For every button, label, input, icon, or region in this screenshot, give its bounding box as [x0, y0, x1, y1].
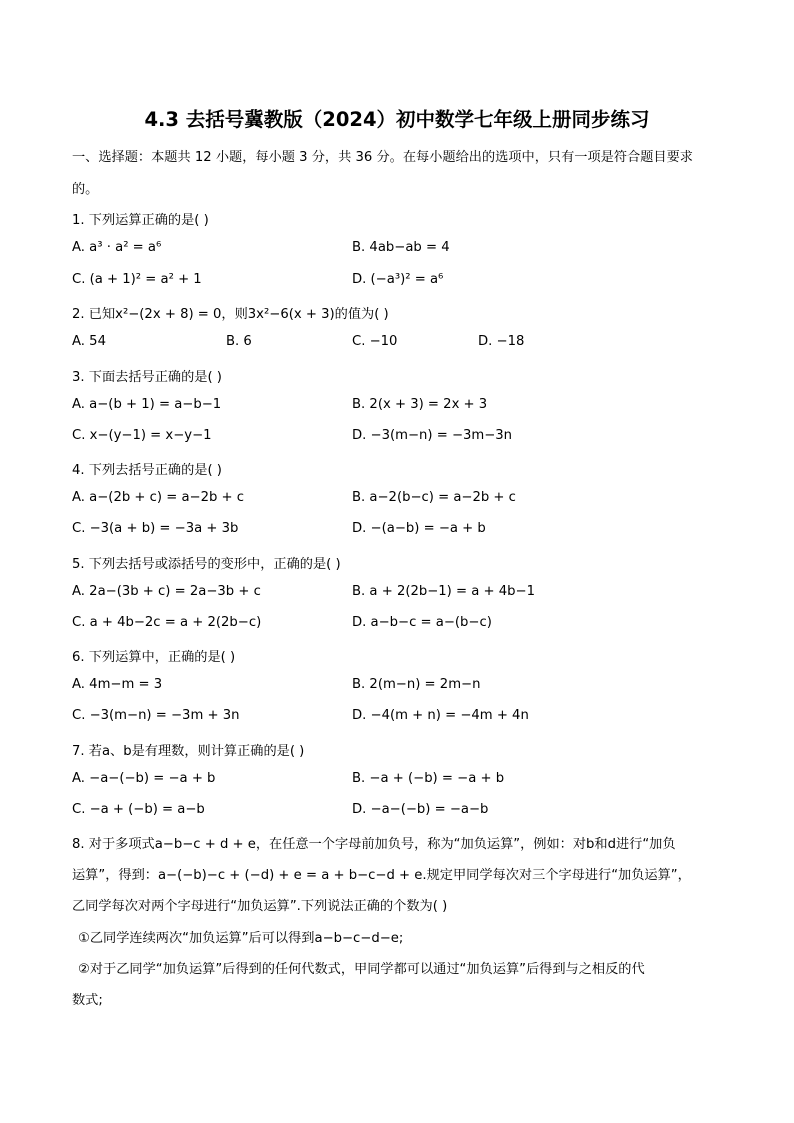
question-8-item-2-line-1: ②对于乙同学“加负运算”后得到的任何代数式，甲同学都可以通过“加负运算”后得到与之相反的代 — [78, 962, 645, 977]
question-3-option-d: D. −3(m−n) = −3m−3n — [352, 428, 513, 443]
question-4-option-c: C. −3(a + b) = −3a + 3b — [72, 521, 239, 536]
question-5-stem: 5. 下列去括号或添括号的变形中，正确的是( ) — [72, 557, 341, 572]
question-7-option-a: A. −a−(−b) = −a + b — [72, 771, 216, 786]
question-8-item-2-line-2: 数式; — [72, 993, 103, 1008]
question-2-option-a: A. 54 — [72, 334, 106, 349]
question-8-stem-line-2: 运算”，得到：a−(−b)−c + (−d) + e = a + b−c−d + e.规定甲同学每次对三个字母进行“加负运算”， — [72, 868, 691, 883]
question-4-option-a: A. a−(2b + c) = a−2b + c — [72, 490, 245, 505]
question-2-option-d: D. −18 — [478, 334, 525, 349]
question-3-option-c: C. x−(y−1) = x−y−1 — [72, 428, 212, 443]
question-5-option-b: B. a + 2(2b−1) = a + 4b−1 — [352, 584, 535, 599]
question-7-option-d: D. −a−(−b) = −a−b — [352, 802, 489, 817]
question-6-option-b: B. 2(m−n) = 2m−n — [352, 677, 481, 692]
question-2-stem: 2. 已知x²−(2x + 8) = 0，则3x²−6(x + 3)的值为( ) — [72, 307, 389, 322]
question-1-option-d: D. (−a³)² = a⁶ — [352, 272, 444, 287]
question-6-stem: 6. 下列运算中，正确的是( ) — [72, 650, 236, 665]
question-4-option-b: B. a−2(b−c) = a−2b + c — [352, 490, 516, 505]
question-7-option-c: C. −a + (−b) = a−b — [72, 802, 205, 817]
question-5-option-d: D. a−b−c = a−(b−c) — [352, 615, 492, 630]
question-3-option-a: A. a−(b + 1) = a−b−1 — [72, 397, 222, 412]
question-6-option-c: C. −3(m−n) = −3m + 3n — [72, 708, 240, 723]
question-7-option-b: B. −a + (−b) = −a + b — [352, 771, 505, 786]
question-8-item-1: ①乙同学连续两次“加负运算”后可以得到a−b−c−d−e; — [78, 931, 404, 946]
question-3-stem: 3. 下面去括号正确的是( ) — [72, 370, 222, 385]
question-6-option-d: D. −4(m + n) = −4m + 4n — [352, 708, 529, 723]
question-6-option-a: A. 4m−m = 3 — [72, 677, 163, 692]
question-5-option-a: A. 2a−(3b + c) = 2a−3b + c — [72, 584, 261, 599]
question-3-option-b: B. 2(x + 3) = 2x + 3 — [352, 397, 488, 412]
question-2-option-c: C. −10 — [352, 334, 398, 349]
question-8-stem-line-3: 乙同学每次对两个字母进行“加负运算”.下列说法正确的个数为( ) — [72, 899, 448, 914]
question-1-stem: 1. 下列运算正确的是( ) — [72, 213, 209, 228]
section-header-line-1: 一、选择题：本题共 12 小题，每小题 3 分，共 36 分。在每小题给出的选项中，只有一项是符合题目要求 — [72, 150, 693, 165]
question-1-option-c: C. (a + 1)² = a² + 1 — [72, 272, 202, 287]
question-4-option-d: D. −(a−b) = −a + b — [352, 521, 486, 536]
question-8-stem-line-1: 8. 对于多项式a−b−c + d + e，在任意一个字母前加负号，称为“加负运算”，例如：对b和d进行“加负 — [72, 837, 676, 852]
question-5-option-c: C. a + 4b−2c = a + 2(2b−c) — [72, 615, 262, 630]
question-2-option-b: B. 6 — [226, 334, 252, 349]
question-1-option-a: A. a³ · a² = a⁶ — [72, 240, 162, 255]
page-title: 4.3 去括号冀教版（2024）初中数学七年级上册同步练习 — [144, 108, 650, 131]
section-header-line-2: 的。 — [72, 182, 99, 197]
question-4-stem: 4. 下列去括号正确的是( ) — [72, 463, 222, 478]
question-1-option-b: B. 4ab−ab = 4 — [352, 240, 450, 255]
question-7-stem: 7. 若a、b是有理数，则计算正确的是( ) — [72, 744, 305, 759]
